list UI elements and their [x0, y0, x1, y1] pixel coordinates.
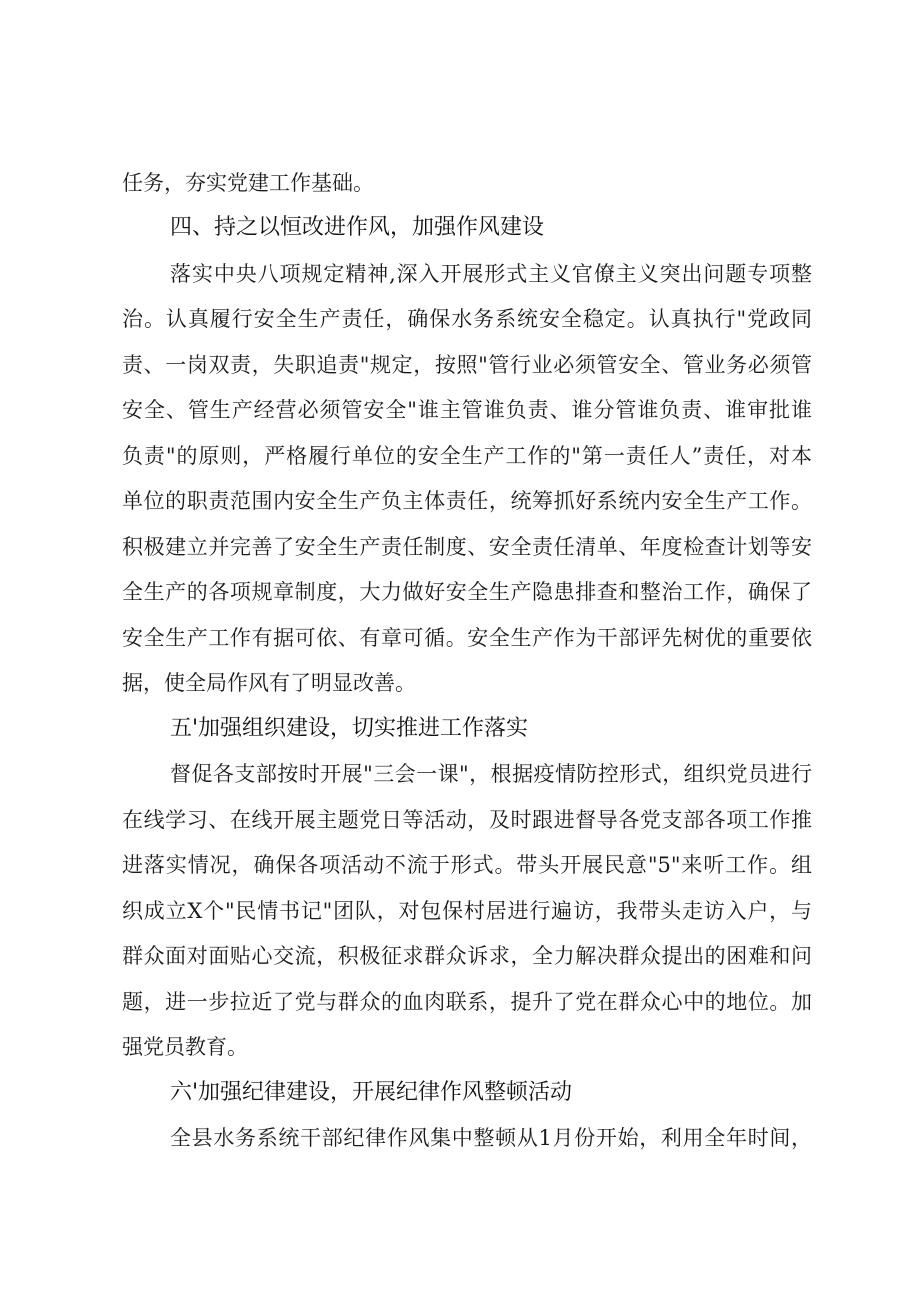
heading-text: 五'加强组织建设，切实推进工作落实 [170, 716, 529, 741]
line-text: 落实中央八项规定精神,深入开展形式主义官僚主义突出问题专项整 [170, 262, 812, 286]
line-text: 全生产的各项规章制度，大力做好安全生产隐患排查和整治工作，确保了 [122, 580, 812, 604]
paragraph-line [0, 933, 920, 979]
paragraph-line [0, 160, 920, 206]
line-text: 单位的职责范围内安全生产负主体责任，统筹抓好系统内安全生产工作。 [122, 489, 812, 513]
line-text: 责、一岗双责，失职追责"规定，按照"管行业必须管安全、管业务必须管 [122, 353, 812, 377]
paragraph-line [0, 524, 920, 570]
paragraph-line [0, 979, 920, 1025]
paragraph-line [0, 433, 920, 479]
line-text: 据，使全局作风有了明显改善。 [122, 671, 416, 695]
line-text: 强党员教育。 [122, 1035, 248, 1059]
paragraph-line [0, 478, 920, 524]
paragraph-line [0, 660, 920, 706]
line-text: 在线学习、在线开展主题党日等活动，及时跟进督导各党支部各项工作推 [122, 808, 812, 832]
heading-text: 四、持之以恒改进作风，加强作风建设 [170, 215, 545, 240]
paragraph-line [0, 1024, 920, 1070]
heading-text: 六'加强纪律建设，开展纪律作风整顿活动 [170, 1080, 573, 1105]
paragraph-line [0, 751, 920, 797]
paragraph-line [0, 342, 920, 388]
line-text: 负责"的原则，严格履行单位的安全生产工作的"第一责任人”责任，对本 [122, 444, 812, 468]
section-heading-5 [0, 706, 920, 752]
line-text: 进落实情况，确保各项活动不流于形式。带头开展民意"5"来听工作。组 [122, 853, 812, 877]
paragraph-line [0, 842, 920, 888]
line-text: 题，进一步拉近了党与群众的血肉联系，提升了党在群众心中的地位。加 [122, 990, 812, 1014]
line-text: 安全生产工作有据可依、有章可循。安全生产作为干部评先树优的重要依 [122, 626, 812, 650]
line-text: 安全、管生产经营必须管安全"谁主管谁负责、谁分管谁负责、谁审批谁 [122, 398, 812, 422]
line-text: 织成立X个"民情书记"团队，对包保村居进行遍访，我带头走访入户，与 [122, 899, 812, 923]
paragraph-line [0, 569, 920, 615]
paragraph-line [0, 888, 920, 934]
paragraph-line [0, 615, 920, 661]
paragraph-line [0, 296, 920, 342]
line-text: 任务，夯实党建工作基础。 [122, 171, 374, 195]
section-heading-6 [0, 1070, 920, 1116]
line-text: 积极建立并完善了安全生产责任制度、安全责任清单、年度检查计划等安 [122, 535, 812, 559]
paragraph-line [0, 387, 920, 433]
line-text: 治。认真履行安全生产责任，确保水务系统安全稳定。认真执行"党政同 [122, 307, 812, 331]
line-text: 督促各支部按时开展"三会一课"，根据疫情防控形式，组织党员进行 [170, 762, 812, 786]
line-text: 全县水务系统干部纪律作风集中整顿从1月份开始，利用全年时间， [170, 1126, 812, 1150]
line-text: 群众面对面贴心交流，积极征求群众诉求，全力解决群众提出的困难和问 [122, 944, 812, 968]
paragraph-line [0, 1115, 920, 1161]
paragraph-line [0, 251, 920, 297]
section-heading-4 [0, 205, 920, 251]
paragraph-line [0, 797, 920, 843]
